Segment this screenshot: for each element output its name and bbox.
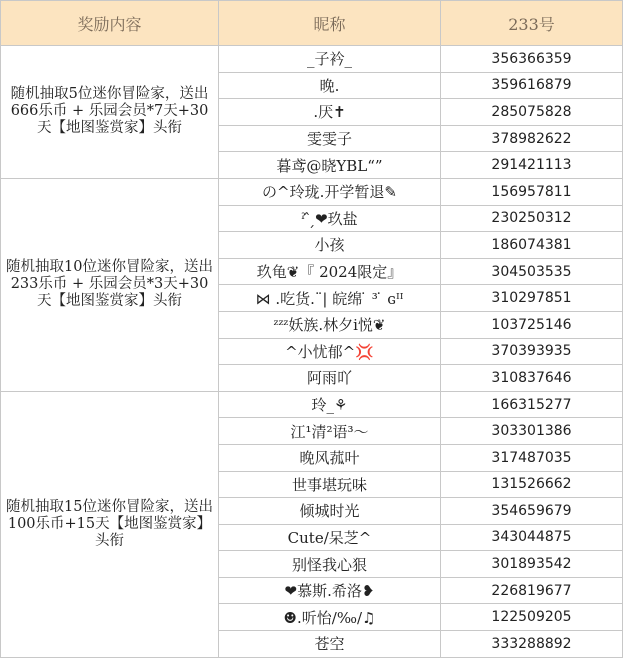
id-cell: 230250312 <box>441 205 623 232</box>
id-cell: 333288892 <box>441 631 623 658</box>
nickname-cell: 暮鸢@晓YBL“” <box>219 152 441 179</box>
reward-description: 随机抽取5位迷你冒险家，送出 666乐币 + 乐园会员*7天+30天【地图鉴赏家】头衔 <box>1 46 219 179</box>
nickname-cell: 阿雨吖 <box>219 365 441 392</box>
nickname-cell: 晚. <box>219 72 441 99</box>
nickname-cell: 晚风菰叶 <box>219 444 441 471</box>
id-cell: 359616879 <box>441 72 623 99</box>
nickname-cell: 世事堪玩味 <box>219 471 441 498</box>
header-nickname: 昵称 <box>219 1 441 46</box>
id-cell: 370393935 <box>441 338 623 365</box>
nickname-cell: 雯雯子 <box>219 125 441 152</box>
id-cell: 303301386 <box>441 418 623 445</box>
id-cell: 356366359 <box>441 46 623 73</box>
id-cell: 226819677 <box>441 577 623 604</box>
nickname-cell: 玲_⚘ <box>219 391 441 418</box>
nickname-cell: 小孩 <box>219 232 441 259</box>
nickname-cell: 江¹清²语³～ <box>219 418 441 445</box>
nickname-cell: ^小忧郁^💢 <box>219 338 441 365</box>
id-cell: 156957811 <box>441 178 623 205</box>
id-cell: 343044875 <box>441 524 623 551</box>
id-cell: 378982622 <box>441 125 623 152</box>
reward-description: 随机抽取15位迷你冒险家，送出 100乐币+15天【地图鉴赏家】头衔 <box>1 391 219 657</box>
id-cell: 301893542 <box>441 551 623 578</box>
id-cell: 317487035 <box>441 444 623 471</box>
table-row <box>1 46 623 73</box>
id-cell: 103725146 <box>441 311 623 338</box>
nickname-cell: 别怪我心狠 <box>219 551 441 578</box>
nickname-cell: ❤慕斯.希洛❥ <box>219 577 441 604</box>
nickname-cell: Cute/呆芝^ <box>219 524 441 551</box>
id-cell: 186074381 <box>441 232 623 259</box>
nickname-cell: ˀ ̂ ̗❤玖盐 <box>219 205 441 232</box>
id-cell: 166315277 <box>441 391 623 418</box>
header-id: 233号 <box>441 1 623 46</box>
nickname-cell: ☻.听怡/‰/♫ <box>219 604 441 631</box>
header-row <box>1 1 623 46</box>
nickname-cell: .厌✝ <box>219 99 441 126</box>
id-cell: 310837646 <box>441 365 623 392</box>
nickname-cell: ⋈ .吃货.¨| 皖绵 ̇ ³ ̇ ɢᴵᴵ <box>219 285 441 312</box>
nickname-cell: 倾城时光 <box>219 498 441 525</box>
nickname-cell: ᶻᶻᶻ妖族.林夕i悦❦ <box>219 311 441 338</box>
nickname-cell: 苍空 <box>219 631 441 658</box>
nickname-cell: の^玲珑.开学暂退✎ <box>219 178 441 205</box>
id-cell: 354659679 <box>441 498 623 525</box>
header-reward: 奖励内容 <box>1 1 219 46</box>
reward-description: 随机抽取10位迷你冒险家，送出 233乐币 + 乐园会员*3天+30天【地图鉴赏家】头衔 <box>1 178 219 391</box>
id-cell: 304503535 <box>441 258 623 285</box>
id-cell: 291421113 <box>441 152 623 179</box>
table-row <box>1 391 623 418</box>
table-row <box>1 178 623 205</box>
nickname-cell: _子衿_ <box>219 46 441 73</box>
id-cell: 122509205 <box>441 604 623 631</box>
id-cell: 310297851 <box>441 285 623 312</box>
id-cell: 285075828 <box>441 99 623 126</box>
id-cell: 131526662 <box>441 471 623 498</box>
nickname-cell: 玖龟❦『 2024限定』 <box>219 258 441 285</box>
